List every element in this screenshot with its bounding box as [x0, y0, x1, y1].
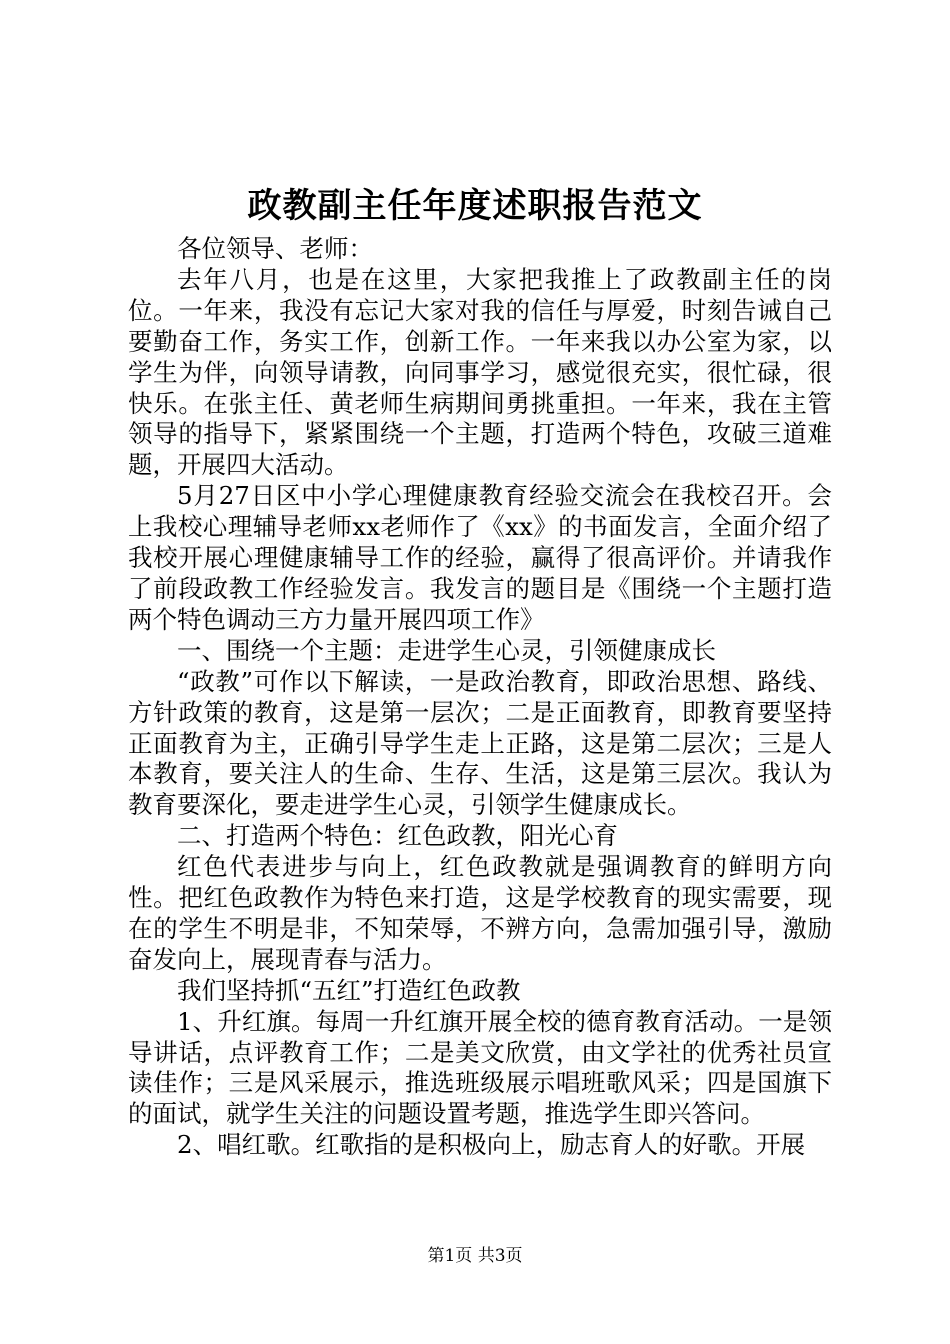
list-item: 1、升红旗。每周一升红旗开展全校的德育教育活动。一是领导讲话，点评教育工作；二是美文欣赏，由文学社的优秀社员宣读佳作；三是风采展示，推选班级展示唱班歌风采；四是国旗下的面试，就学生关注的问题设置考题，推选学生即兴答问。 — [128, 1006, 832, 1129]
page-footer: 第1页 共3页 — [427, 1246, 523, 1266]
list-item: 2、唱红歌。红歌指的是积极向上，励志育人的好歌。开展 — [177, 1130, 806, 1160]
paragraph: 我们坚持抓“五红”打造红色政教 — [177, 975, 521, 1005]
document-body — [128, 234, 832, 1161]
section-heading: 二、打造两个特色：红色政教，阳光心育 — [177, 821, 618, 851]
document-title: 政教副主任年度述职报告范文 — [247, 186, 703, 226]
paragraph: 红色代表进步与向上，红色政教就是强调教育的鲜明方向性。把红色政教作为特色来打造，这是学校教育的现实需要，现在的学生不明是非，不知荣辱，不辨方向，急需加强引导，激励奋发向上，展现青春与活力。 — [128, 852, 832, 974]
paragraph-salutation: 各位领导、老师： — [177, 234, 373, 263]
paragraph: “政教”可作以下解读，一是政治教育，即政治思想、路线、方针政策的教育，这是第一层次；二是正面教育，即教育要坚持正面教育为主，正确引导学生走上正路，这是第二层次；三是人本教育，要关注人的生命、生存、生活，这是第三层次。我认为教育要深化，要走进学生心灵，引领学生健康成长。 — [128, 666, 832, 820]
paragraph: 5月27日区中小学心理健康教育经验交流会在我校召开。会上我校心理辅导老师xx老师作了《xx》的书面发言，全面介绍了我校开展心理健康辅导工作的经验，赢得了很高评价。并请我作了前段政教工作经验发言。我发言的题目是《围绕一个主题打造两个特色调动三方力量开展四项工作》 — [128, 481, 832, 634]
section-heading: 一、围绕一个主题：走进学生心灵，引领健康成长 — [177, 635, 716, 665]
paragraph: 去年八月，也是在这里，大家把我推上了政教副主任的岗位。一年来，我没有忘记大家对我的信任与厚爱，时刻告诫自己要勤奋工作，务实工作，创新工作。一年来我以办公室为家，以学生为伴，向领导请教，向同事学习，感觉很充实，很忙碌，很快乐。在张主任、黄老师生病期间勇挑重担。一年来，我在主管领导的指导下，紧紧围绕一个主题，打造两个特色，攻破三道难题，开展四大活动。 — [128, 264, 832, 480]
